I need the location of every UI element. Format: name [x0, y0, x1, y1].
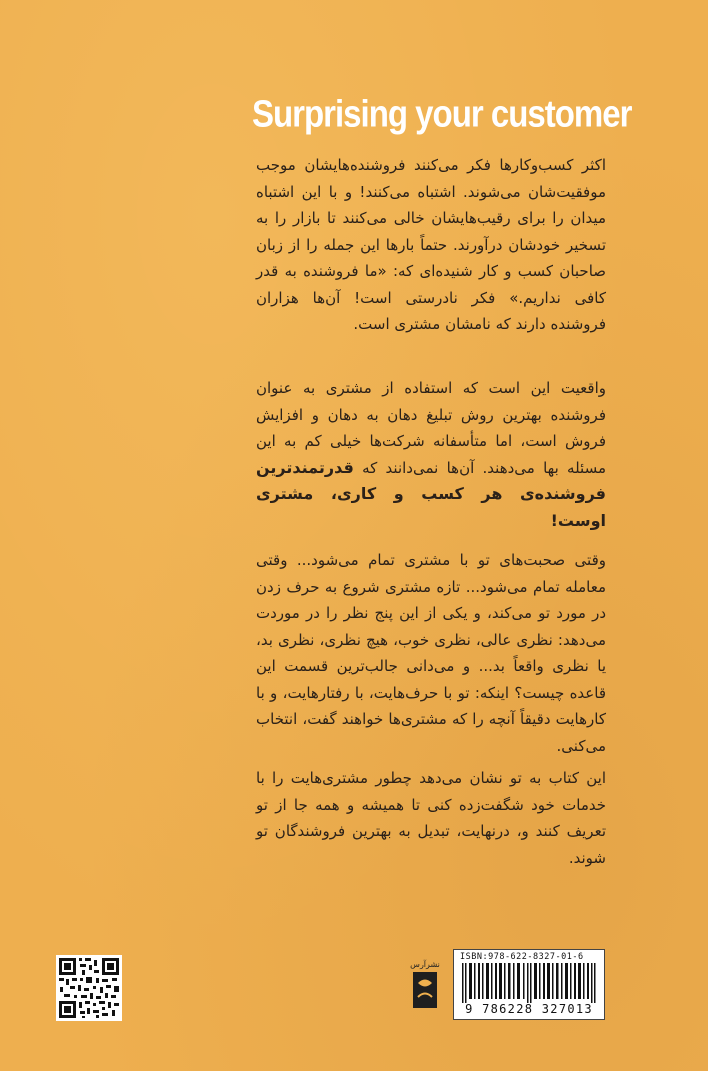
cover-title: Surprising your customer [252, 92, 632, 135]
paragraph-2 [256, 375, 606, 534]
publisher-name: نشرآرس [410, 960, 440, 969]
paragraph-2-text: واقعیت این است که استفاده از مشتری به عنوان فروشنده بهترین روش تبلیغ دهان به دهان و افزایش فروش است، اما متأسفانه شرکت‌ها خیلی کم به این مسئله بها می‌دهند. آن‌ها نمی‌دانند که [256, 379, 606, 477]
barcode-bars-icon [460, 963, 598, 1003]
paragraph-4: این کتاب به تو نشان می‌دهد چطور مشتری‌هایت را با خدمات خود شگفت‌زده کنی تا همیشه و همه جا از تو تعریف کنند و، درنهایت، تبدیل به بهترین فروشندگان تو شوند. [256, 769, 606, 867]
barcode-digits: 9 786228 327013 [465, 1002, 593, 1016]
paragraph-1: اکثر کسب‌وکارها فکر می‌کنند فروشنده‌هایشان موجب موفقیت‌شان می‌شوند. اشتباه می‌کنند! و با این اشتباه میدان را برای رقیب‌هایشان خالی می‌کنند تا بازار را به تسخیر خودشان درآورند. حتماً بارها این جمله را از زبان صاحبان کسب و کار شنیده‌ای که: «ما فروشنده به قدر کافی نداریم.» فکر نادرستی است! آن‌ها هزاران فروشنده دارند که نامشان مشتری است. [256, 156, 606, 333]
isbn-label: ISBN:978-622-8327-01-6 [460, 952, 584, 962]
qr-code-icon [56, 955, 122, 1021]
publisher-logo-icon [410, 955, 440, 1017]
isbn-barcode [453, 949, 605, 1020]
paragraph-3: وقتی صحبت‌های تو با مشتری تمام می‌شود... وقتی معامله تمام می‌شود... تازه مشتری شروع به حرف زدن در مورد تو می‌کند، و یکی از این پنج نظر را در موردت می‌دهد: نظری عالی، نظری خوب، هیچ نظری، نظری بد، یا نظری واقعاً بد... و می‌دانی جالب‌ترین قسمت این قاعده چیست؟ اینکه: تو با حرف‌هایت، با رفتارهایت، و با کارهایت دقیقاً آنچه را که مشتری‌ها خواهند گفت، انتخاب می‌کنی. [256, 551, 606, 755]
paragraph-2-emphasis: قدرتمندترین فروشنده‌ی هر کسب و کاری، مشتری اوست! [256, 457, 606, 530]
